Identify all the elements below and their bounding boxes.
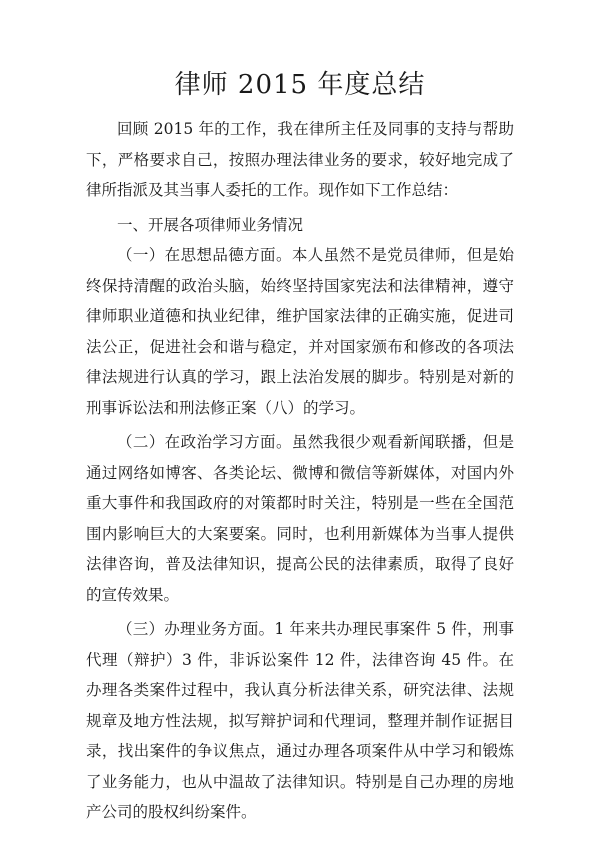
- document-title: 律师 2015 年度总结: [174, 70, 426, 100]
- paragraph-ethics: （一）在思想品德方面。本人虽然不是党员律师，但是始终保持清醒的政治头脑，始终坚持国家宪法和法律精神，遵守律师职业道德和执业纪律，维护国家法律的正确实施，促进司法公正，促进社会和谐与稳定，并对国家颁布和修改的各项法律法规进行认真的学习，跟上法治发展的脚步。特别是对新的刑事诉讼法和刑法修正案（八）的学习。: [86, 246, 514, 417]
- section-heading: 一、开展各项律师业务情况: [117, 215, 304, 234]
- paragraph-business: （三）办理业务方面。1 年来共办理民事案件 5 件，刑事代理（辩护）3 件，非诉讼案件 12 件，法律咨询 45 件。在办理各类案件过程中，我认真分析法律关系，研究法律、法规规章及地方性法规，拟写辩护词和代理词，整理并制作证据目录，找出案件的争议焦点，通过办理各项案件从中学习和锻炼了业务能力，也从中温故了法律知识。特别是自己办理的房地产公司的股权纠纷案件。: [86, 620, 514, 821]
- paragraph-political-study: （二）在政治学习方面。虽然我很少观看新闻联播，但是通过网络如博客、各类论坛、微博和微信等新媒体，对国内外重大事件和我国政府的对策都时时关注，特别是一些在全国范围内影响巨大的大案要案。同时，也利用新媒体为当事人提供法律咨询，普及法律知识，提高公民的法律素质，取得了良好的宣传效果。: [86, 433, 514, 604]
- intro-paragraph: 回顾 2015 年的工作，我在律所主任及同事的支持与帮助下，严格要求自己，按照办理法律业务的要求，较好地完成了律所指派及其当事人委托的工作。现作如下工作总结：: [86, 120, 514, 199]
